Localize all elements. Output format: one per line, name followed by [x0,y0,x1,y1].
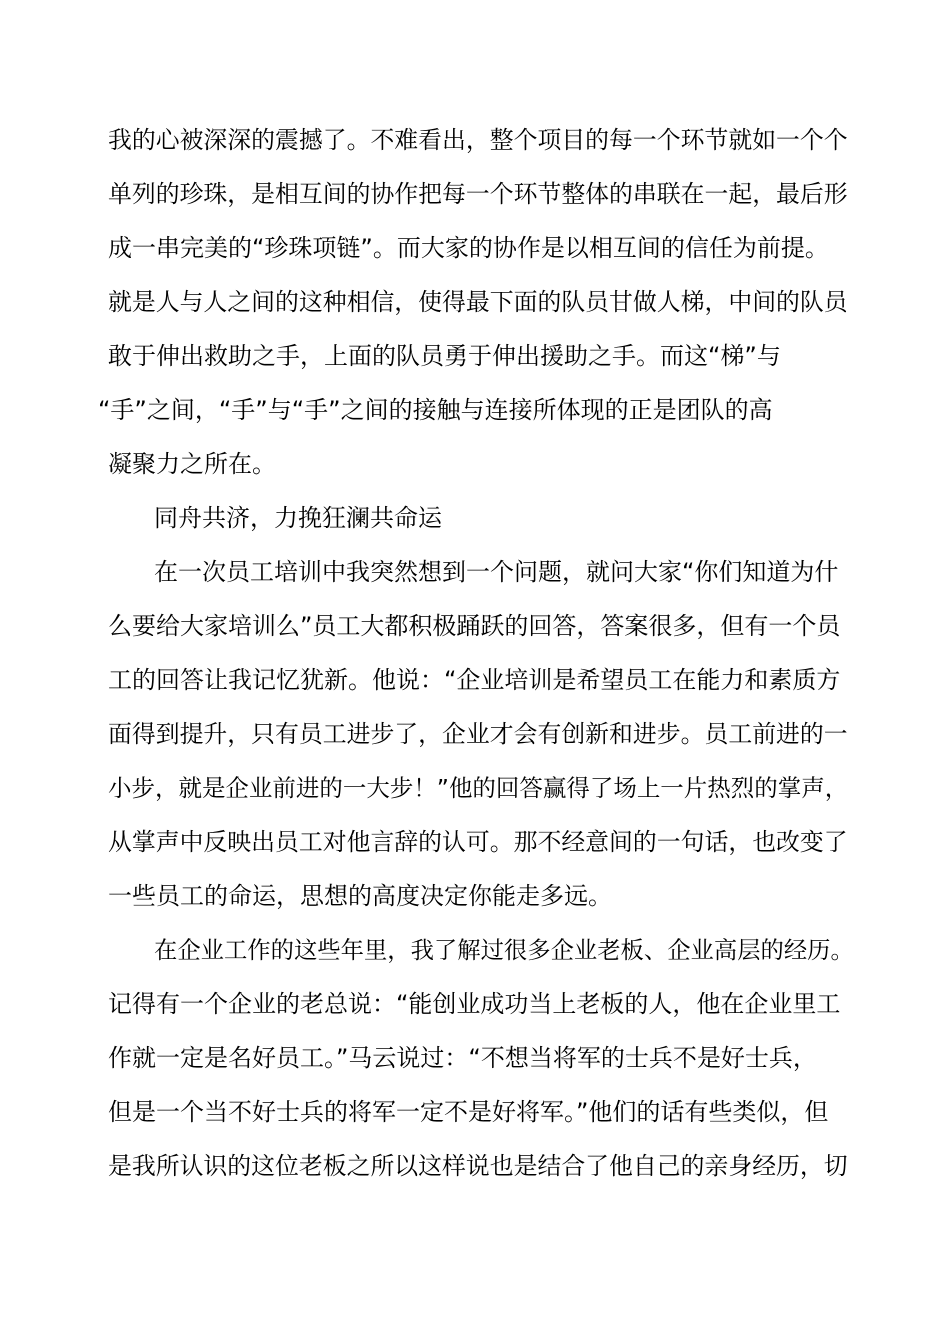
text-line: 记得有一个企业的老总说：“能创业成功当上老板的人，他在企业里工 [108,990,841,1018]
text-line: 单列的珍珠，是相互间的协作把每一个环节整体的串联在一起，最后形 [108,180,848,208]
text-line: 么要给大家培训么”员工大都积极踊跃的回答，答案很多，但有一个员 [108,612,841,640]
text-line: 就是人与人之间的这种相信，使得最下面的队员甘做人梯，中间的队员 [108,288,848,316]
text-line: 敢于伸出救助之手，上面的队员勇于伸出援助之手。而这“梯”与 [108,342,781,370]
text-line: 工的回答让我记忆犹新。他说：“企业培训是希望员工在能力和素质方 [108,666,841,694]
text-line: 但是一个当不好士兵的将军一定不是好将军。”他们的话有些类似，但 [108,1098,829,1126]
text-line: 我的心被深深的震撼了。不难看出，整个项目的每一个环节就如一个个 [108,126,848,154]
text-line: 在企业工作的这些年里，我了解过很多企业老板、企业高层的经历。 [154,936,854,964]
text-line: “手”之间，“手”与“手”之间的接触与连接所体现的正是团队的高 [98,396,773,424]
text-line: 作就一定是名好员工。”马云说过：“不想当将军的士兵不是好士兵， [108,1044,817,1072]
text-line: 在一次员工培训中我突然想到一个问题，就问大家“你们知道为什 [154,558,839,586]
text-line: 面得到提升，只有员工进步了，企业才会有创新和进步。员工前进的一 [108,720,848,748]
section-heading: 同舟共济，力挽狂澜共命运 [154,504,442,532]
text-line: 从掌声中反映出员工对他言辞的认可。那不经意间的一句话，也改变了 [108,828,848,856]
text-line: 成一串完美的“珍珠项链”。而大家的协作是以相互间的信任为前提。 [108,234,829,262]
text-line: 凝聚力之所在。 [108,450,276,478]
text-line: 一些员工的命运，思想的高度决定你能走多远。 [108,882,612,910]
text-line: 是我所认识的这位老板之所以这样说也是结合了他自己的亲身经历，切 [108,1152,848,1180]
text-line: 小步，就是企业前进的一大步！”他的回答赢得了场上一片热烈的掌声， [108,774,849,802]
